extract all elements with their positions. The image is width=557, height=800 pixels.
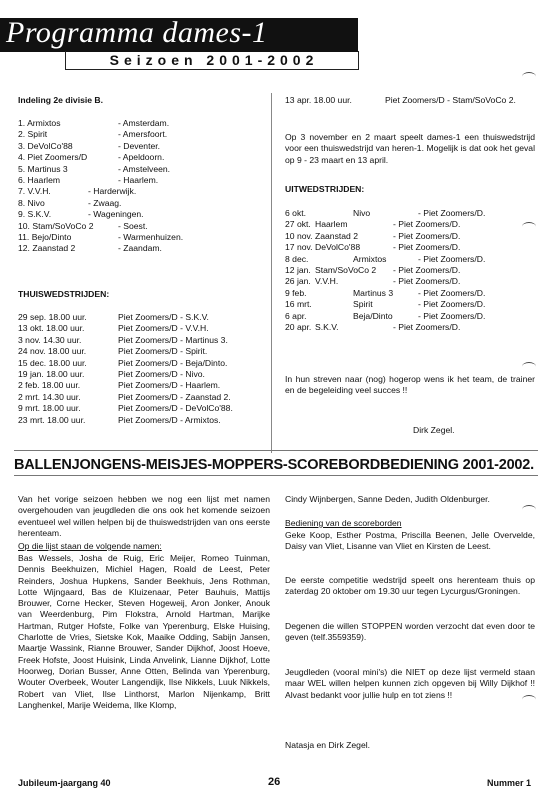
away-match-row xyxy=(285,299,535,310)
away-match-row xyxy=(285,288,535,299)
team-city: - Zaandam. xyxy=(118,243,162,254)
match-date: 6 okt. xyxy=(285,208,307,218)
score-heading: Bediening van de scoreborden xyxy=(285,518,402,528)
match-opponent: - Piet Zoomers/D. xyxy=(418,299,486,310)
match-team: Nivo xyxy=(353,208,371,218)
team-name: 7. V.V.H. xyxy=(18,186,51,197)
team-name: 10. Stam/SoVoCo 2 xyxy=(18,220,94,231)
youth-paragraph: Jeugdleden (vooral mini's) die NIET op deze lijst vermeld staan maar WEL willen helpen kunnen zich opgeven bij Willy Dijkhof !! Alvast bedankt voor jullie hulp en tot ziens !! xyxy=(285,667,535,700)
match-team: Beja/Dinto xyxy=(353,310,393,321)
team-row xyxy=(18,175,268,186)
match-date: 2 mrt. 14.30 uur. xyxy=(18,391,81,402)
match-opponent: - Piet Zoomers/D. xyxy=(393,276,461,287)
team-city: - Haarlem. xyxy=(118,174,159,185)
team-row xyxy=(18,152,268,163)
home-match-row xyxy=(18,403,268,414)
match-date: 26 jan. xyxy=(285,276,311,287)
score-names: Geke Koop, Esther Postma, Priscilla Beenen, Jelle Overvelde, Daisy van Vliet, Lisanne van Vliet en Kirsten de Leest. xyxy=(285,530,535,552)
match-opponent: - Piet Zoomers/D. xyxy=(393,321,461,332)
thuis-heading: THUISWEDSTRIJDEN: xyxy=(18,289,110,299)
match-teams: Piet Zoomers/D - Martinus 3. xyxy=(118,334,228,345)
match-opponent: - Piet Zoomers/D. xyxy=(418,310,486,321)
thuis-list xyxy=(18,312,268,426)
match-teams: Piet Zoomers/D - Armixtos. xyxy=(118,414,221,425)
match-teams: Piet Zoomers/D - Haarlem. xyxy=(118,380,221,391)
team-name: 1. Armixtos xyxy=(18,118,61,128)
match-teams: Piet Zoomers/D - Zaanstad 2. xyxy=(118,391,231,402)
note-paragraph: Op 3 november en 2 maart speelt dames-1 een thuiswedstrijd voor een thuiswedstrijd van heren-1. Mogelijk is dat ook het geval op 9 - 23 maart en 13 april. xyxy=(285,132,535,165)
team-row xyxy=(18,221,268,232)
away-match-row xyxy=(285,219,535,230)
team-row xyxy=(18,164,268,175)
team-city: - Harderwijk. xyxy=(88,186,137,197)
team-name: 12. Zaanstad 2 xyxy=(18,243,76,254)
home-match-row xyxy=(18,312,268,323)
away-match-row xyxy=(285,231,535,242)
team-name: 3. DeVolCo'88 xyxy=(18,140,73,151)
away-match-row xyxy=(285,276,535,287)
team-row xyxy=(18,232,268,243)
uit-list xyxy=(285,208,535,333)
match-date: 13 apr. 18.00 uur. xyxy=(285,95,352,105)
team-row xyxy=(18,141,268,152)
match-date: 12 jan. xyxy=(285,264,311,275)
team-name: 5. Martinus 3 xyxy=(18,163,68,174)
signature-natasja: Natasja en Dirk Zegel. xyxy=(285,740,371,750)
match-date: 27 okt. xyxy=(285,219,311,230)
match-opponent: - Piet Zoomers/D. xyxy=(418,208,486,218)
section-title: BALLENJONGENS-MEISJES-MOPPERS-SCOREBORDBEDIENING 2001-2002. xyxy=(14,457,534,473)
team-city: - Warmenhuizen. xyxy=(118,231,184,242)
match-date: 19 jan. 18.00 uur. xyxy=(18,368,85,379)
match-date: 9 feb. xyxy=(285,287,307,298)
team-city: - Amstelveen. xyxy=(118,163,171,174)
match-team: Spirit xyxy=(353,299,373,310)
match-teams: Piet Zoomers/D - DeVolCo'88. xyxy=(118,403,233,414)
match-opponent: - Piet Zoomers/D. xyxy=(393,242,461,253)
team-row xyxy=(18,243,268,254)
team-city: - Apeldoorn. xyxy=(118,152,165,163)
team-name: 2. Spirit xyxy=(18,129,48,140)
away-match-row xyxy=(285,254,535,265)
team-name: 9. S.K.V. xyxy=(18,209,52,220)
match-team: Stam/SoVoCo 2 xyxy=(315,264,377,275)
match-date: 17 nov. xyxy=(285,242,313,253)
match-date: 10 nov. xyxy=(285,230,313,241)
match-opponent: - Piet Zoomers/D. xyxy=(418,287,486,298)
away-match-row xyxy=(285,265,535,276)
match-teams: Piet Zoomers/D - Stam/SoVoCo 2. xyxy=(385,95,516,105)
names-continued: Cindy Wijnbergen, Sanne Deden, Judith Oldenburger. xyxy=(285,494,490,504)
closing-paragraph: In hun streven naar (nog) hogerop wens ik het team, de trainer en de begeleiding veel succes !! xyxy=(285,374,535,396)
match-date: 16 mrt. xyxy=(285,299,312,310)
away-match-row xyxy=(285,311,535,322)
match-date: 9 mrt. 18.00 uur. xyxy=(18,403,81,414)
page-title: Programma dames-1 xyxy=(6,16,268,49)
match-team: Martinus 3 xyxy=(353,287,394,298)
team-city: - Soest. xyxy=(118,220,148,231)
team-name: 4. Piet Zoomers/D xyxy=(18,152,88,163)
team-city: - Wageningen. xyxy=(88,209,144,220)
binder-hole-mark xyxy=(522,72,536,81)
team-name: 8. Nivo xyxy=(18,197,45,208)
match-opponent: - Piet Zoomers/D. xyxy=(393,264,461,275)
home-match-row xyxy=(18,335,268,346)
home-match-row xyxy=(18,346,268,357)
team-city: - Deventer. xyxy=(118,140,161,151)
team-name: 11. Bejo/Dinto xyxy=(18,231,72,242)
match-opponent: - Piet Zoomers/D. xyxy=(393,219,461,230)
footer-issue: Nummer 1 xyxy=(487,778,532,788)
match-teams: Piet Zoomers/D - V.V.H. xyxy=(118,323,209,334)
binder-hole-mark xyxy=(522,362,536,371)
team-row xyxy=(18,186,268,197)
team-name: 6. Haarlem xyxy=(18,174,61,185)
match-team: V.V.H. xyxy=(315,276,339,287)
first-match-row xyxy=(285,95,535,106)
footer-volume: Jubileum-jaargang 40 xyxy=(18,778,111,788)
match-team: DeVolCo'88 xyxy=(315,242,361,253)
match-team: Zaanstad 2 xyxy=(315,230,358,241)
teams-list xyxy=(18,118,268,255)
intro-paragraph: Van het vorige seizoen hebben we nog een lijst met namen overgehouden van jeugdleden die ons ook het komende seizoen eventueel wel willen helpen bij de thuiswedstrijden van ons eerste herenteam. xyxy=(18,494,270,538)
match-date: 23 mrt. 18.00 uur. xyxy=(18,414,86,425)
match-team: Haarlem xyxy=(315,219,348,230)
match-date: 6 apr. xyxy=(285,310,307,321)
match-team: S.K.V. xyxy=(315,321,339,332)
signature-dirk: Dirk Zegel. xyxy=(413,425,455,435)
team-row xyxy=(18,209,268,220)
binder-hole-mark xyxy=(522,695,536,704)
list-heading: Op die lijst staan de volgende namen: xyxy=(18,541,162,551)
match-teams: Piet Zoomers/D - Beja/Dinto. xyxy=(118,357,228,368)
match-date: 3 nov. 14.30 uur. xyxy=(18,334,82,345)
binder-hole-mark xyxy=(522,222,536,231)
team-city: - Zwaag. xyxy=(88,197,122,208)
match-date: 13 okt. 18.00 uur. xyxy=(18,323,85,334)
first-game-paragraph: De eerste competitie wedstrijd speelt ons herenteam thuis op zaterdag 20 oktober om 19.30 uur tegen Lycurgus/Groningen. xyxy=(285,575,535,597)
uit-heading: UITWEDSTRIJDEN: xyxy=(285,184,365,194)
match-team: Armixtos xyxy=(353,253,387,264)
match-date: 8 dec. xyxy=(285,253,309,264)
stop-paragraph: Degenen die willen STOPPEN worden verzocht dat even door te geven (telf.3559359). xyxy=(285,621,535,643)
team-row xyxy=(18,129,268,140)
away-match-row xyxy=(285,322,535,333)
match-opponent: - Piet Zoomers/D. xyxy=(418,253,486,264)
away-match-row xyxy=(285,208,535,219)
match-opponent: - Piet Zoomers/D. xyxy=(393,230,461,241)
team-row xyxy=(18,118,268,129)
indeling-heading: Indeling 2e divisie B. xyxy=(18,95,104,105)
home-match-row xyxy=(18,415,268,426)
section-rule-bottom xyxy=(14,475,538,476)
home-match-row xyxy=(18,358,268,369)
match-date: 24 nov. 18.00 uur. xyxy=(18,346,87,357)
match-teams: Piet Zoomers/D - Spirit. xyxy=(118,346,208,357)
match-teams: Piet Zoomers/D - Nivo. xyxy=(118,368,205,379)
page-number: 26 xyxy=(268,776,281,788)
home-match-row xyxy=(18,323,268,334)
column-divider xyxy=(271,93,272,453)
names-paragraph: Bas Wessels, Josha de Ruig, Eric Meijer, Romeo Tuinman, Dennis Beekhuizen, Michiel Hagen, Roald de Leest, Peter Reinders, Joshua Hupkens, Sander Beekhuis, Jens Rothman, Lotte Wijngaard, Bas de Kluizenaar, Peter Bauhuis, Mattijs Brouwer, Corne Hecker, Steven Hogeweij, Aron Jonker, Anouk van Weerdenburg, Pim Flokstra, Arnold Hartman, Marijke Hartman, Rutger Hofste, Folke van Yperenburg, Elske Huising, Charlotte de Vries, Sietske Kok, Maaike Odding, Sabijn Jansen, Maartje Wassink, Rianne Brouwer, Sander Dijkhof, Joost Hoeve, Freek Hofste, Joost Huisink, Linda Anvelink, Lianne Dijkhof, Lotte Hoorweg, Dorian Busser, Anne Otten, Belinda van Yperenburg, Wouter Overbeek, Wouter Langendijk, Ilse Nikkels, Luuk Nikkels, Robert van Vliet, Ilse Linthorst, Marlon Nijenkamp, Britt Langhenkel, Marije Weidema, Ilke Klomp, xyxy=(18,553,270,710)
match-date: 20 apr. xyxy=(285,321,312,332)
home-match-row xyxy=(18,380,268,391)
team-city: - Amsterdam. xyxy=(118,118,170,128)
section-rule-top xyxy=(14,450,538,451)
team-city: - Amersfoort. xyxy=(118,129,168,140)
team-row xyxy=(18,198,268,209)
season-label: Seizoen 2001-2002 xyxy=(109,52,319,68)
match-date: 2 feb. 18.00 uur. xyxy=(18,380,81,391)
match-teams: Piet Zoomers/D - S.K.V. xyxy=(118,312,209,322)
away-match-row xyxy=(285,242,535,253)
match-date: 15 dec. 18.00 uur. xyxy=(18,357,87,368)
match-date: 29 sep. 18.00 uur. xyxy=(18,312,87,322)
binder-hole-mark xyxy=(522,505,536,514)
home-match-row xyxy=(18,392,268,403)
home-match-row xyxy=(18,369,268,380)
